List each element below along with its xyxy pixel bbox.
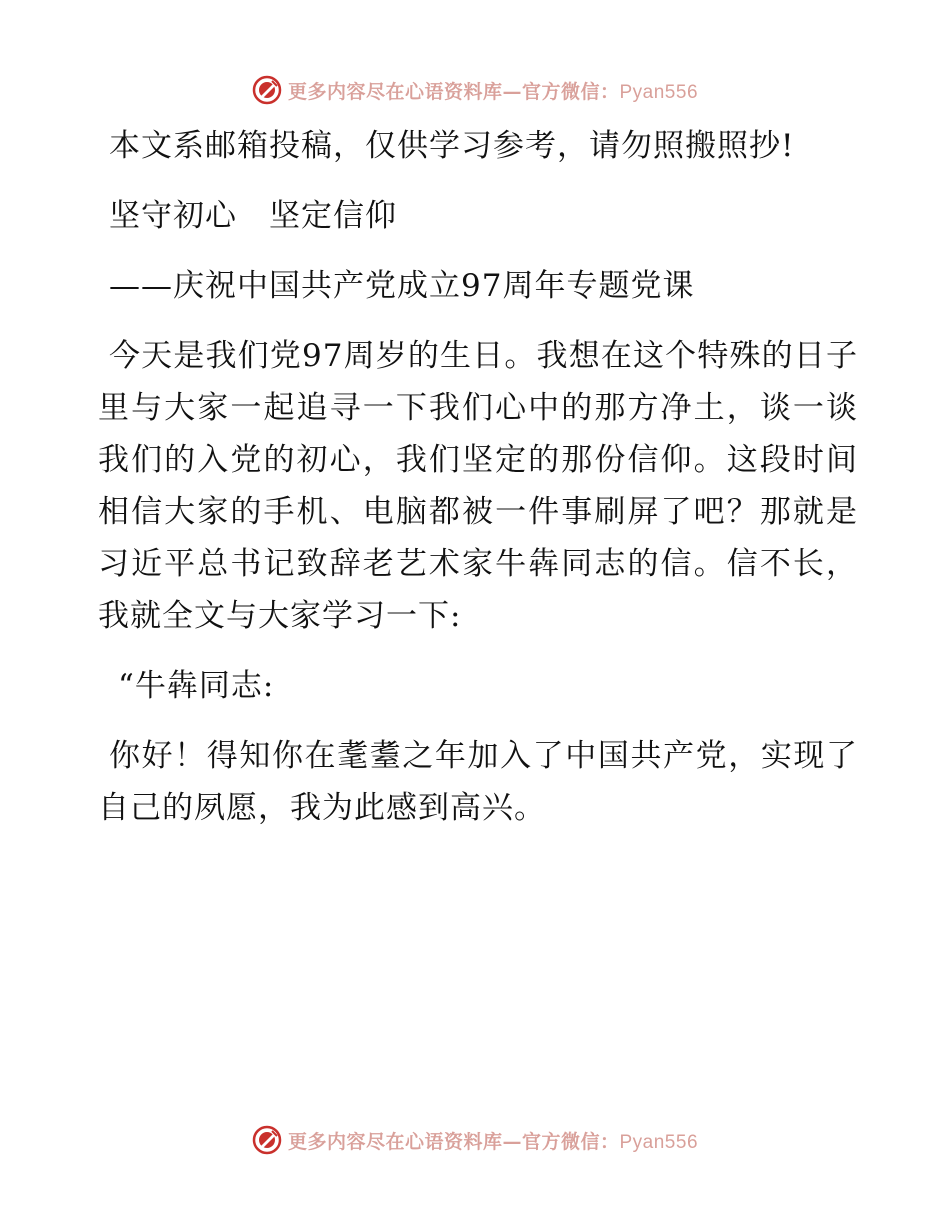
- document-title: 坚守初心 坚定信仰: [109, 198, 397, 234]
- watermark-brand: 更多内容尽在心语资料库: [287, 80, 503, 103]
- watermark-dash: —: [502, 1130, 522, 1153]
- body-paragraph: 今天是我们党97周岁的生日。我想在这个特殊的日子里与大家一起追寻一下我们心中的那方净土，谈一谈我们的入党的初心，我们坚定的那份信仰。这段时间相信大家的手机、电脑都被一件事刷屏了吧？那就是习近平总书记致辞老艺术家牛犇同志的信。信不长，我就全文与大家学习一下:: [98, 338, 858, 634]
- document-body: [98, 120, 858, 852]
- letter-body: 你好！得知你在耄耋之年加入了中国共产党，实现了自己的夙愿，我为此感到高兴。: [98, 738, 858, 826]
- watermark-brand: 更多内容尽在心语资料库: [287, 1130, 503, 1153]
- document-subtitle: ——庆祝中国共产党成立97周年专题党课: [109, 268, 695, 304]
- watermark-dash: —: [502, 80, 522, 103]
- pen-logo-icon: [252, 1125, 282, 1155]
- watermark-wechat-label: 官方微信：: [521, 1130, 620, 1153]
- watermark-wechat-id: Pyan556: [619, 1131, 699, 1153]
- notice-paragraph: 本文系邮箱投稿，仅供学习参考，请勿照搬照抄!: [109, 128, 795, 164]
- watermark-wechat-label: 官方微信：: [521, 80, 620, 103]
- pen-logo-icon: [252, 75, 282, 105]
- footer-watermark: [0, 1120, 950, 1160]
- header-watermark: [0, 70, 950, 110]
- watermark-wechat-id: Pyan556: [619, 81, 699, 103]
- letter-salutation: “牛犇同志:: [118, 668, 275, 704]
